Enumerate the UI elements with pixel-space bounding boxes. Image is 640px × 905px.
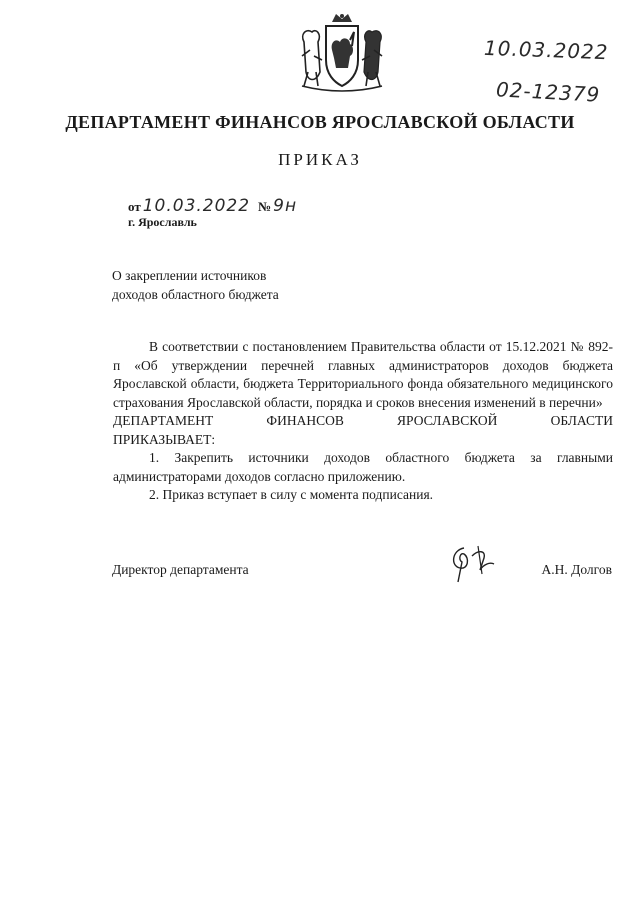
coat-of-arms-icon (296, 12, 388, 92)
subject-line-1: О закреплении источников (112, 268, 267, 283)
number-prefix: № (258, 199, 272, 214)
order-body (113, 338, 613, 505)
handwritten-received-date: 10.03.2022 (483, 35, 609, 65)
order-item-2: 2. Приказ вступает в силу с момента подписания. (149, 487, 434, 502)
city-label: г. Ярославль (128, 215, 197, 229)
signer-name: А.Н. Долгов (541, 562, 612, 577)
handwritten-signature-icon (444, 540, 498, 584)
document-type-title: ПРИКАЗ (278, 150, 362, 169)
subject-line-2: доходов областного бюджета (112, 287, 279, 302)
preamble-paragraph: В соответствии с постановлением Правительства области от 15.12.2021 № 892-п «Об утверждении перечней главных администраторов доходов бюджета Ярославской области, бюджета Территориального фонда обязательного медицинского страхования Ярославской области, порядка и сроков внесения изменений в перечни» (113, 339, 613, 410)
order-item-1: 1. Закрепить источники доходов областного бюджета за главными администраторами доходов согласно приложению. (113, 450, 613, 484)
handwritten-registration-number: 02-12379 (495, 77, 601, 107)
department-title: ДЕПАРТАМЕНТ ФИНАНСОВ ЯРОСЛАВСКОЙ ОБЛАСТИ (65, 112, 575, 132)
orders-line-1: ДЕПАРТАМЕНТ ФИНАНСОВ ЯРОСЛАВСКОЙ ОБЛАСТИ (113, 413, 613, 428)
orders-line-2: ПРИКАЗЫВАЕТ: (113, 431, 216, 447)
signer-position: Директор департамента (112, 562, 249, 577)
date-prefix: от (128, 199, 141, 214)
order-date-line (128, 196, 297, 216)
order-subject (112, 266, 432, 304)
order-number-handwritten: 9н (273, 196, 298, 216)
order-date-handwritten: 10.03.2022 (142, 196, 251, 216)
